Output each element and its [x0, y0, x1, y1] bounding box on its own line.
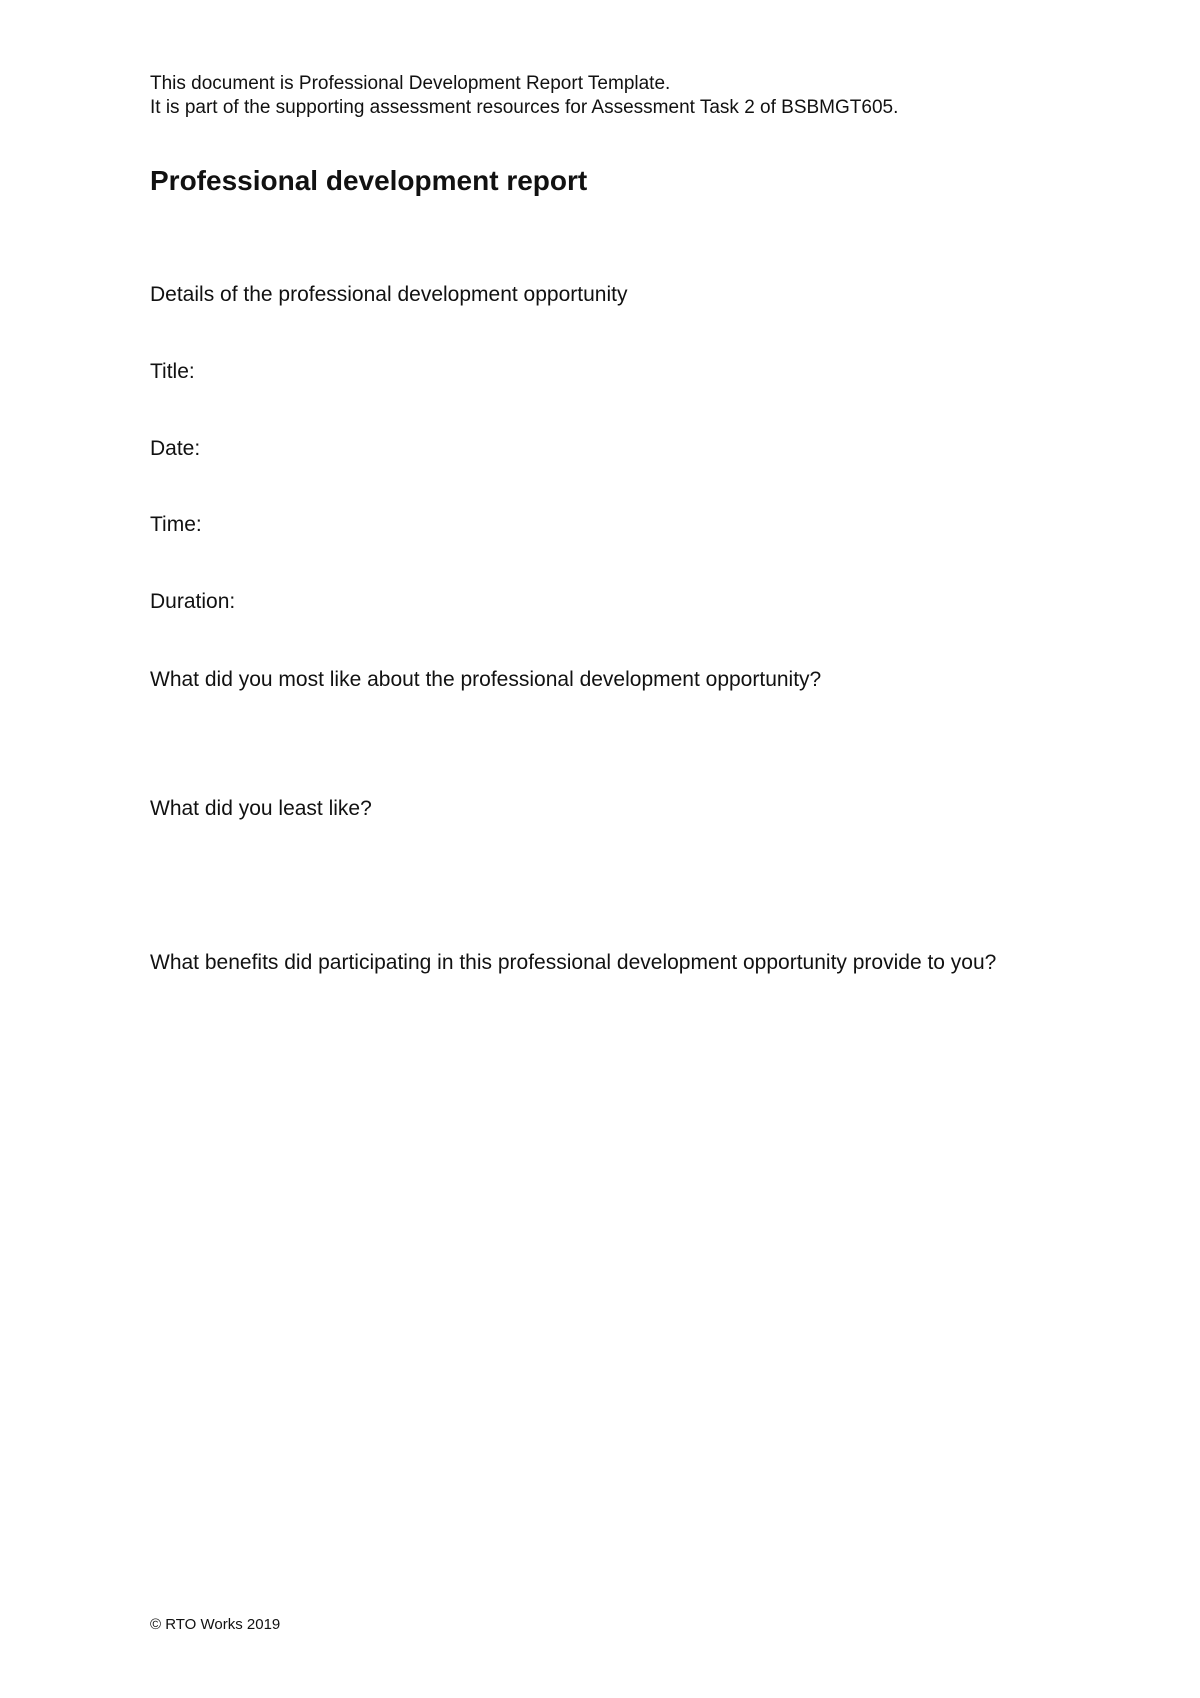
question-benefits: What benefits did participating in this professional development opportunity provide to you?: [150, 951, 997, 974]
intro-note: [150, 72, 898, 120]
intro-line-1: This document is Professional Development Report Template.: [150, 73, 671, 94]
date-label: Date:: [150, 437, 201, 460]
question-most-liked: What did you most like about the professional development opportunity?: [150, 668, 822, 691]
duration-label: Duration:: [150, 590, 236, 613]
time-label: Time:: [150, 513, 202, 536]
section-heading: Details of the professional development opportunity: [150, 283, 628, 306]
title-label: Title:: [150, 360, 195, 383]
copyright-footer: © RTO Works 2019: [150, 1616, 281, 1633]
question-least-liked: What did you least like?: [150, 797, 372, 820]
page-title: Professional development report: [150, 165, 588, 196]
intro-line-2: It is part of the supporting assessment resources for Assessment Task 2 of BSBMGT605.: [150, 97, 899, 118]
